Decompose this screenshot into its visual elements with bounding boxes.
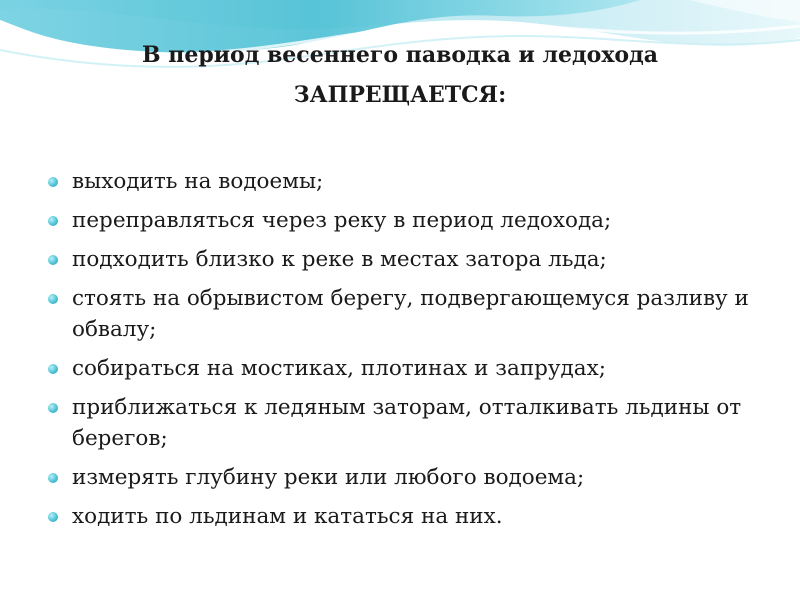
- list-item: [45, 166, 765, 197]
- slide-title: В период весеннего паводка и ледохода: [141, 42, 659, 68]
- list-item: [45, 205, 765, 236]
- list-item-text: стоять на обрывистом берегу, подвергающемуся разливу и обвалу;: [72, 286, 749, 342]
- list-item-text: ходить по льдинам и кататься на них.: [72, 504, 503, 529]
- bullet-icon: [48, 403, 58, 413]
- list-item: [45, 244, 765, 275]
- bullet-icon: [48, 294, 58, 304]
- list-item-text: собираться на мостиках, плотинах и запрудах;: [72, 356, 606, 381]
- list-item: [45, 501, 765, 532]
- list-item: [45, 283, 765, 345]
- list-item-text: переправляться через реку в период ледохода;: [72, 208, 612, 233]
- bullet-icon: [48, 512, 58, 522]
- list-item-text: приближаться к ледяным заторам, отталкивать льдины от берегов;: [72, 395, 742, 451]
- list-item: [45, 462, 765, 493]
- prohibition-list: [45, 166, 765, 540]
- list-item-text: подходить близко к реке в местах затора льда;: [72, 247, 607, 272]
- bullet-icon: [48, 364, 58, 374]
- list-item: [45, 392, 765, 454]
- bullet-icon: [48, 473, 58, 483]
- bullet-icon: [48, 177, 58, 187]
- bullet-icon: [48, 255, 58, 265]
- slide-subtitle: ЗАПРЕЩАЕТСЯ:: [293, 82, 507, 108]
- list-item: [45, 353, 765, 384]
- list-item-text: измерять глубину реки или любого водоема;: [72, 465, 585, 490]
- list-item-text: выходить на водоемы;: [72, 169, 324, 194]
- bullet-icon: [48, 216, 58, 226]
